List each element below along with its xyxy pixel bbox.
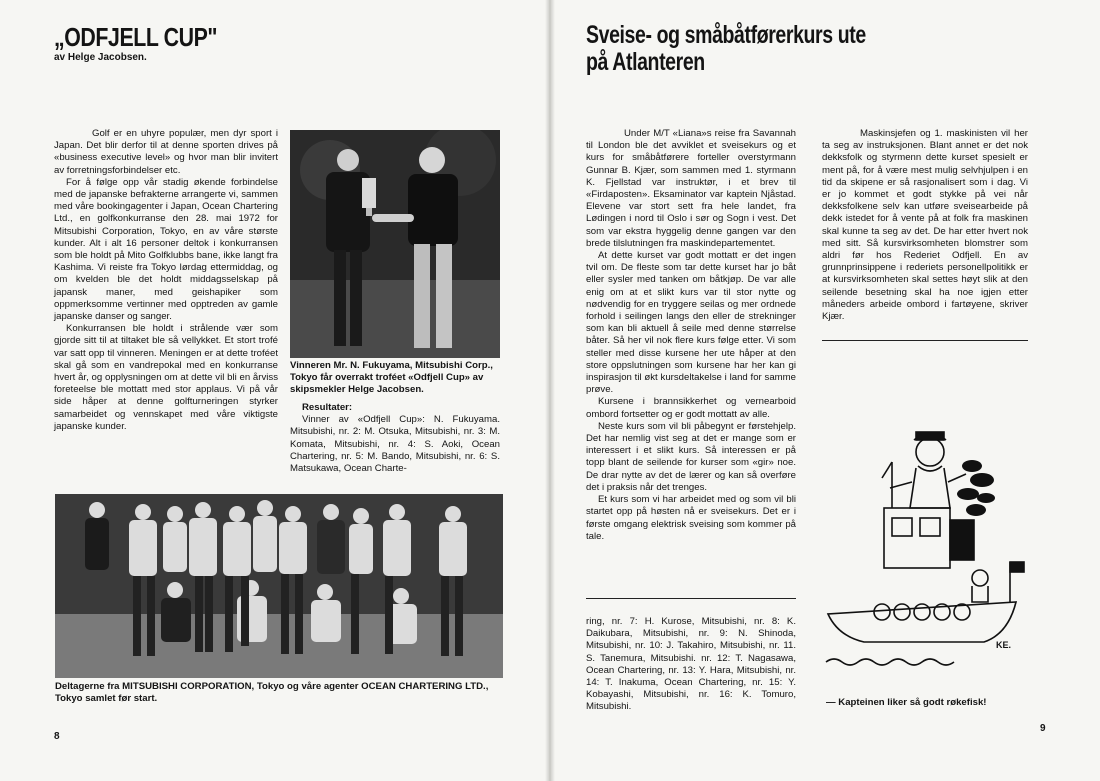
right-article-col1 <box>586 128 796 543</box>
group-photo-illustration <box>55 494 503 678</box>
body-paragraph: Et kurs som vi har arbeidet med og som vil bli startet opp på høsten nå er sveisekurs. Det er i første omgang elektrisk sveising som kommer på tale. <box>586 494 796 542</box>
trophy-handover-illustration <box>290 130 500 358</box>
photo1-caption-and-results <box>290 360 500 475</box>
results-continued-text: ring, nr. 7: H. Kurose, Mitsubishi, nr. 8: K. Daikubara, Mitsubishi, nr. 9: N. Shinoda, Mitsubishi, nr. 10: J. Takahiro, Mitsubishi, nr. 11. S. Tanemura, Mitsubishi. nr. 12: T. Nagasawa, Ocean Chartering, nr. 13: Y. Hara, Mitsubishi, nr. 14: T. Inakuma, Ocean Chartering, nr. 15: Y. Kobayashi, Mitsubishi, nr. 16: K. Tomuro, Mitsubishi. <box>586 616 796 713</box>
body-paragraph: At dette kurset var godt mottatt er det ingen tvil om. De fleste som tar dette kurset har jo båt eller sysler med tanken om båtkjøp. De var alle enig om at et slikt kurs var til stor nytte og nødvendig for en tryggere seilas og mer ordnede forhold i seilingen langs den eller de strekninger som kan bli aktuell å seile med denne størrelse båter. Så her vil nok flere kurs følge etter. Vi som steller med disse kursene her ute håper at den store oppslutningen som kursene har her kan gi inspirasjon til økt kursdeltakelse i land for samme prøve. <box>586 250 796 396</box>
left-article-title: „ODFJELL CUP" <box>54 22 218 52</box>
captain-cartoon <box>822 402 1028 688</box>
right-article-col2 <box>822 128 1028 323</box>
results-continued-block <box>586 616 796 714</box>
results-text: Vinner av «Odfjell Cup»: N. Fukuyama. Mitsubishi, nr. 2: M. Otsuka, Mitsubishi, nr. 3: M. Komata, Mitsubishi, nr. 4: S. Aoki, Ocean Chartering, nr. 5: M. Bando, Mitsubishi, nr. 6: S. Matsukawa, Ocean Charte- <box>290 414 500 475</box>
page-number-right: 9 <box>1040 723 1046 734</box>
body-paragraph: Golf er en uhyre populær, men dyr sport i Japan. Det blir derfor til at denne sporten drives på «business executive level» og hvor man blir invitert av forretningsforbindelser etc. <box>54 128 278 176</box>
page-number-left: 8 <box>54 731 60 742</box>
left-article-byline: av Helge Jacobsen. <box>54 52 147 63</box>
body-paragraph: Neste kurs som vil bli påbegynt er førstehjelp. Det har nemlig vist seg at det er mange som er interessert i et slikt kurs. Så interessen er på topp blant de seilende for kurser som «gir» noe. De drar nytte av det de lærer og kan så overføre det i praksis når det trenges. <box>586 420 796 493</box>
photo1-caption: Vinneren Mr. N. Fukuyama, Mitsubishi Corp., Tokyo får overrakt troféet «Odfjell Cup» av skipsmekler Helge Jacobsen. <box>290 360 493 395</box>
divider-rule <box>586 598 796 599</box>
spread-gutter <box>545 0 555 781</box>
cartoon-signature: KE. <box>996 640 1012 650</box>
body-paragraph: Maskinsjefen og 1. maskinisten vil her ta seg av instruksjonen. Blant annet er det nok dekksfolk og styrmenn dette kurset spesielt er ment på, for å være mest mulig selvhjulpen i en tid da skipene er så rasjonalisert som i dag. Vi er jo kommet et godt stykke på vei når dekksfolkene selv kan utføre sveisearbeide på dekk istedet for å vente på at folk fra maskinen skal kunne ta seg av det. De har etter hvert nok med sitt. Så kursvirksomheten blomstrer som aldri før hos Rederiet Odfjell. En av grunnprinsippene i rederiets personellpolitikk er at kursvirksomheten skal settes høyt slik at den seilende besetning skal ha noe igjen etter måneders arbeide ombord i fartøyene, skriver Kjær. <box>822 128 1028 323</box>
body-paragraph: For å følge opp vår stadig økende forbindelse med de japanske befrakterne arrangerte vi, sammen med våre bookingagenter i Japan, Ocean Chartering Ltd., en golfkonkurranse den 28. mai 1972 for Mitsubishi Corporation, Tokyo, en av våre største kunder. Alt i alt 16 personer deltok i konkurransen som ble holdt på Mito Golfklubbs bane, ikke langt fra Kashima. Vi reiste fra Tokyo lørdag ettermiddag, og om kvelden ble det holdt middagsselskap på japansk maner, med geishapiker som oppmerksomme vertinner med opptreden av gamle japanske danser og sanger. <box>54 176 278 323</box>
group-photo-caption: Deltagerne fra MITSUBISHI CORPORATION, Tokyo og våre agenter OCEAN CHARTERING LTD., Tokyo samlet før start. <box>55 681 489 704</box>
results-heading: Resultater: <box>302 402 353 413</box>
trophy-handover-photo <box>290 130 500 358</box>
group-photo <box>55 494 503 678</box>
body-paragraph: Konkurransen ble holdt i strålende vær som gjorde sitt til at tiltaket ble så vellykket. Et stort trofé var satt opp til vinneren. Meningen er at dette troféet skal gå som en vandrepokal med en konkurranse hvert år, og opplysningen om at dette vil bli en årviss foreteelse ble mottatt med stor applaus. Vi på vår side håper at denne golfturneringen styrker samarbeidet og vennskapet med våre viktigste japanske kunder. <box>54 323 278 432</box>
cartoon-caption: — Kapteinen liker så godt røkefisk! <box>826 697 987 708</box>
left-article-body <box>54 128 278 433</box>
body-paragraph: Kursene i brannsikkerhet og vernearboid ombord fortsetter og er godt mottatt av alle. <box>586 396 796 420</box>
divider-rule <box>822 340 1028 341</box>
right-article-title: Sveise- og småbåtførerkurs ute på Atlanteren <box>586 21 866 76</box>
body-paragraph: Under M/T «Liana»s reise fra Savannah til London ble det avviklet et sveisekurs og et kurs for småbåtførere forteller overstyrmann Gunnar B. Kjær, som sammen med 1. styrmann K. Fjellstad var instruktør, i et brev til «Firdaposten». Eksaminator var kaptein Njåstad. Elevene var stort sett fra hele landet, fra Lødingen i nord til Oslo i sør og Sogn i vest. Det som var ekstra hyggelig denne gangen var den brede tilslutningen fra maskindepartementet. <box>586 128 796 249</box>
